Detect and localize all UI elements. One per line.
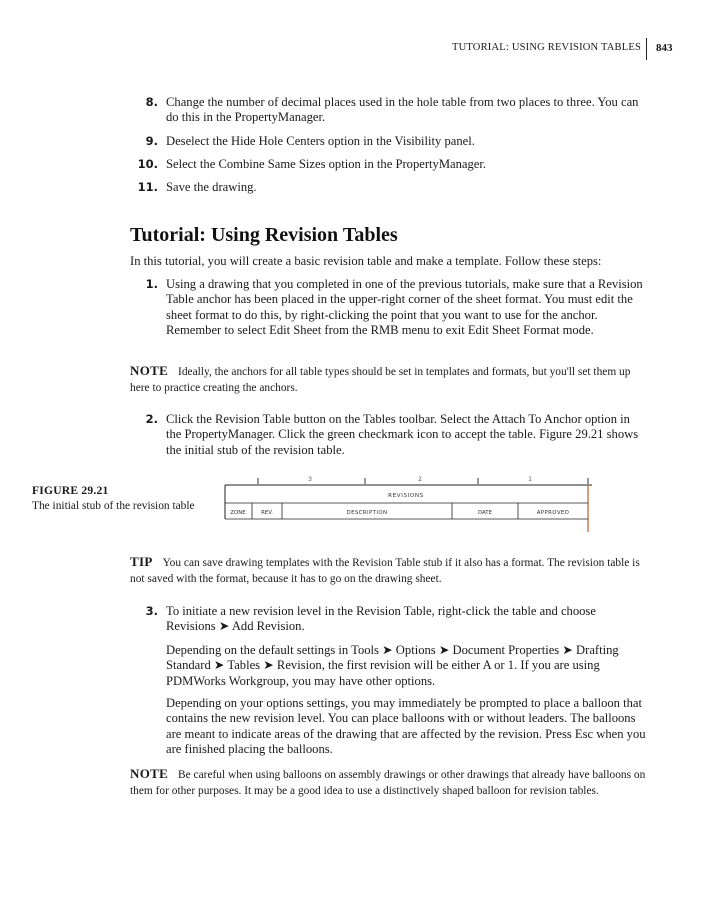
- running-head-divider: [646, 38, 647, 60]
- zone-marker: 2: [418, 476, 422, 483]
- page-number: 843: [656, 42, 673, 54]
- step-number: 1.: [145, 277, 158, 291]
- step-number: 3.: [145, 604, 158, 618]
- step-number: 9.: [145, 134, 158, 148]
- step-text: Select the Combine Same Sizes option in the PropertyManager.: [166, 157, 487, 171]
- figure-label: FIGURE 29.21: [32, 484, 109, 497]
- step-text: Save the drawing.: [166, 180, 257, 194]
- column-header-date: DATE: [477, 510, 493, 516]
- section-heading: Tutorial: Using Revision Tables: [130, 224, 398, 246]
- column-header-zone: ZONE: [230, 510, 246, 516]
- column-header-rev: REV.: [261, 510, 273, 516]
- note-block: [130, 766, 650, 799]
- zone-marker: 1: [528, 476, 532, 483]
- step-number: 11.: [137, 180, 158, 194]
- step-paragraph: Depending on your options settings, you may immediately be prompted to place a balloon that contains the new revision level. You can place balloons with or without leaders. The balloons are meant to indicate areas of the drawing that are affected by the revision. Press Esc when you are finished placing the balloons.: [166, 696, 646, 757]
- running-head-title: TUTORIAL: USING REVISION TABLES: [451, 42, 641, 53]
- figure-caption-text: The initial stub of the revision table: [32, 499, 195, 512]
- step-paragraph: Depending on the default settings in Tools ➤ Options ➤ Document Properties ➤ Drafting Standard ➤ Tables ➤ Revision, the first revision will be either A or 1. If you are using PDMWorks Workgroup, you may have other options.: [166, 643, 619, 688]
- step-text: Click the Revision Table button on the Tables toolbar. Select the Attach To Anchor option in the PropertyManager. Click the green checkmark icon to accept the table. Figure 29.21 shows the initial stub of the revision table.: [166, 412, 639, 457]
- step-text: Using a drawing that you completed in one of the previous tutorials, make sure that a Revision Table anchor has been placed in the upper-right corner of the sheet format. You must edit the sheet format to do this, by right-clicking the point that you want to use for the anchor. Remember to select Edit Sheet from the RMB menu to exit Edit Sheet Format mode.: [166, 277, 643, 338]
- step-number: 8.: [145, 95, 158, 109]
- column-header-description: DESCRIPTION: [346, 510, 388, 516]
- step-text: Deselect the Hide Hole Centers option in the Visibility panel.: [166, 134, 475, 148]
- column-header-approved: APPROVED: [536, 510, 570, 516]
- note-text: Ideally, the anchors for all table types should be set in templates and formats, but you'll set them up here to practice creating the anchors.: [130, 366, 631, 394]
- intro-paragraph: In this tutorial, you will create a basic revision table and make a template. Follow these steps:: [130, 254, 602, 268]
- note-block: [130, 363, 650, 396]
- tip-block: [130, 554, 650, 587]
- step-number: 10.: [137, 157, 158, 171]
- tip-label: TIP: [130, 554, 153, 569]
- step-number: 2.: [145, 412, 158, 426]
- revision-table-figure: [220, 470, 600, 536]
- note-text: Be careful when using balloons on assembly drawings or other drawings that already have balloons on them for other purposes. It may be a good idea to use a distinctively shaped balloon for revision tables.: [130, 769, 646, 797]
- running-head: [0, 40, 717, 58]
- revision-table-title: REVISIONS: [388, 493, 424, 499]
- zone-marker: 3: [308, 476, 312, 483]
- step-text: To initiate a new revision level in the Revision Table, right-click the table and choose Revisions ➤ Add Revision.: [166, 604, 596, 634]
- tip-text: You can save drawing templates with the Revision Table stub if it also has a format. The revision table is not saved with the format, because it has to go on the drawing sheet.: [130, 557, 640, 585]
- note-label: NOTE: [130, 766, 169, 781]
- note-label: NOTE: [130, 363, 169, 378]
- step-text: Change the number of decimal places used in the hole table from two places to three. You can do this in the PropertyManager.: [166, 95, 639, 125]
- figure-caption: [32, 484, 202, 513]
